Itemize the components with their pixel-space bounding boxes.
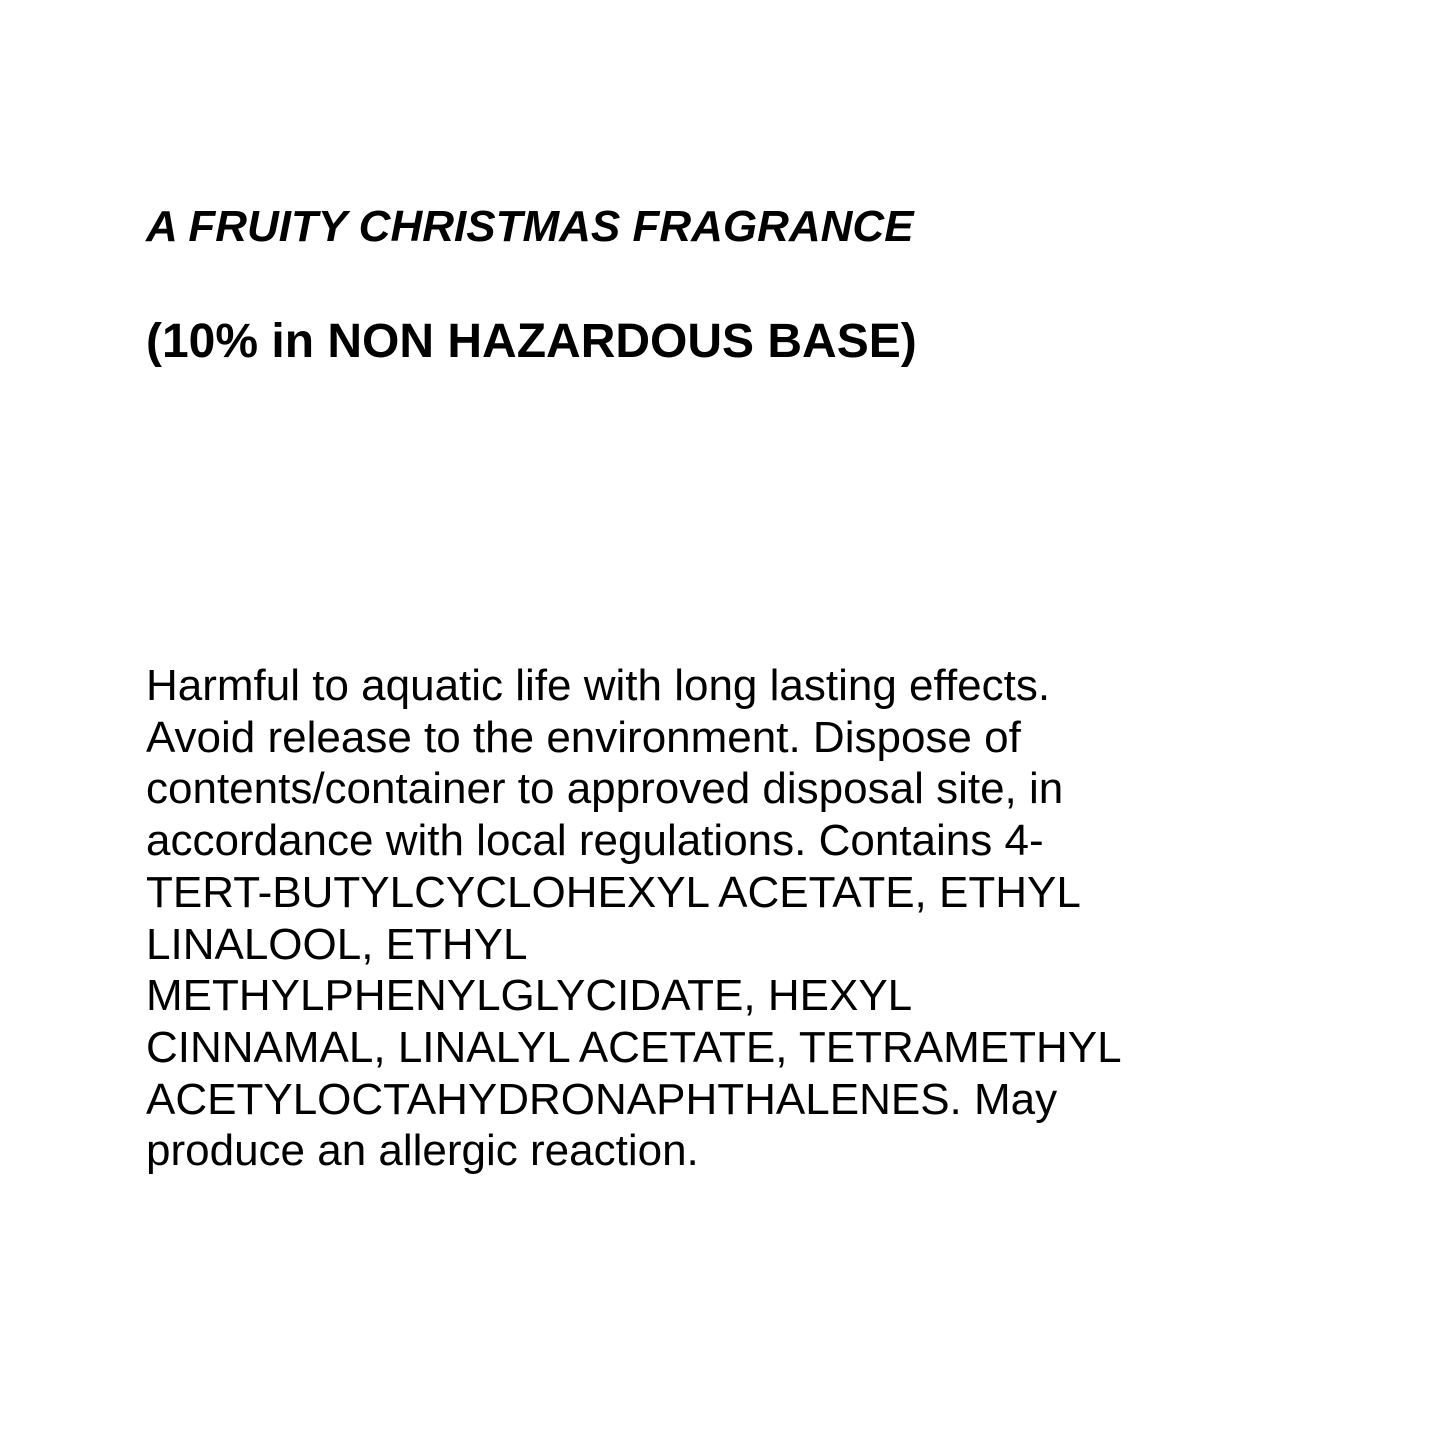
hazard-line: Avoid release to the environment. Dispose of: [146, 712, 1021, 762]
hazard-statement: [146, 660, 1122, 1177]
hazard-line: ACETYLOCTAHYDRONAPHTHALENES. May: [146, 1074, 1058, 1124]
hazard-line: METHYLPHENYLGLYCIDATE, HEXYL: [146, 971, 913, 1021]
hazard-line: TERT-BUTYLCYCLOHEXYL ACETATE, ETHYL: [146, 867, 1081, 917]
product-title: A FRUITY CHRISTMAS FRAGRANCE: [146, 202, 914, 251]
hazard-line: produce an allergic reaction.: [146, 1126, 699, 1176]
hazard-line: CINNAMAL, LINALYL ACETATE, TETRAMETHYL: [146, 1022, 1122, 1072]
hazard-line: LINALOOL, ETHYL: [146, 919, 528, 969]
hazard-line: Harmful to aquatic life with long lasting effects.: [146, 661, 1051, 710]
product-concentration: (10% in NON HAZARDOUS BASE): [146, 315, 917, 368]
hazard-line: contents/container to approved disposal site, in: [146, 764, 1064, 814]
hazard-line: accordance with local regulations. Contains 4-: [146, 816, 1044, 866]
